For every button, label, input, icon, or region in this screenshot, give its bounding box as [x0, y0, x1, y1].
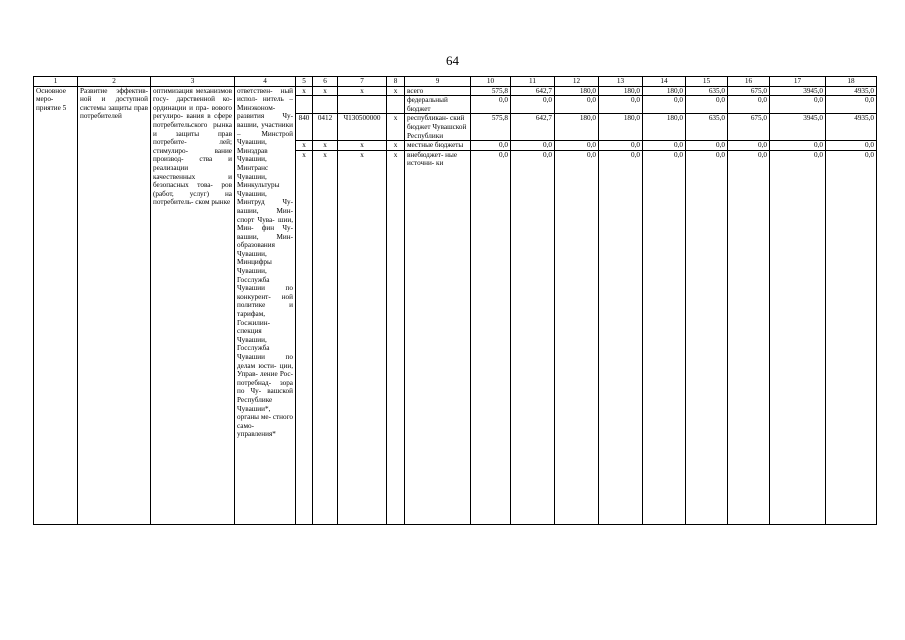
value-cell: 0,0: [471, 96, 511, 114]
value-cell: 180,0: [599, 86, 643, 96]
activity-number-cell: Основное меро- приятие 5: [34, 86, 78, 524]
grbs-cell: 840: [296, 114, 313, 141]
activity-goal-cell: оптимизация механизмов госу- дарственной ко- ординации и пра- вового регулиро- вания в сфере потребительского рынка и защиты прав потребите- лей; стимулиро- вание производ- ства и реализации качественных и безопасных това- ров (работ, услуг) на потребитель- ском рынке: [151, 86, 235, 524]
header-cell: 11: [511, 77, 555, 87]
executor-cell: ответствен- ный испол- нитель – Минэконом- развития Чу- вашии, участники – Минстрой Чувашии, Минздрав Чувашии, Минтранс Чувашии, Минкультуры Чувашии, Минтруд Чу- вашии, Мин- спорт Чува- шии, Мин- фин Чу- вашии, Мин- образования Чувашии, Минцифры Чувашии, Госслужба Чувашии по конкурент- ной политике и тарифам, Госжилин- спекция Чувашии, Госслужба Чувашии по делам юсти- ции, Управ- ление Рос- потребнад- зора по Чу- вашской Республике Чувашии*, органы ме- стного само- управления*: [235, 86, 296, 524]
target-article-cell: x: [338, 150, 387, 524]
page-number: 64: [446, 53, 459, 68]
program-table: [33, 76, 877, 525]
value-cell: 675,0: [728, 86, 770, 96]
section-cell: x: [313, 86, 338, 96]
section-cell: 0412: [313, 114, 338, 141]
section-cell: [313, 96, 338, 114]
funding-source-cell: местные бюджеты: [405, 141, 471, 151]
value-cell: 0,0: [555, 96, 599, 114]
value-cell: 4935,0: [826, 114, 877, 141]
header-row: [34, 77, 877, 87]
header-cell: 1: [34, 77, 78, 87]
funding-source-cell: внебюджет- ные источни- ки: [405, 150, 471, 524]
value-cell: 635,0: [686, 114, 728, 141]
value-cell: 0,0: [686, 141, 728, 151]
value-cell: 0,0: [643, 96, 686, 114]
header-cell: 14: [643, 77, 686, 87]
target-article-cell: x: [338, 141, 387, 151]
header-cell: 16: [728, 77, 770, 87]
value-cell: 0,0: [511, 141, 555, 151]
target-article-cell: [338, 96, 387, 114]
value-cell: 0,0: [728, 150, 770, 524]
value-cell: 675,0: [728, 114, 770, 141]
value-cell: 0,0: [599, 96, 643, 114]
value-cell: 0,0: [599, 150, 643, 524]
expense-group-cell: x: [387, 141, 405, 151]
header-cell: 17: [770, 77, 826, 87]
value-cell: 180,0: [599, 114, 643, 141]
grbs-cell: [296, 96, 313, 114]
expense-group-cell: [387, 96, 405, 114]
value-cell: 0,0: [643, 150, 686, 524]
value-cell: 4935,0: [826, 86, 877, 96]
funding-source-cell: всего: [405, 86, 471, 96]
header-cell: 9: [405, 77, 471, 87]
header-cell: 2: [78, 77, 151, 87]
value-cell: 180,0: [555, 86, 599, 96]
header-cell: 18: [826, 77, 877, 87]
header-cell: 3: [151, 77, 235, 87]
target-article-cell: Ч130500000: [338, 114, 387, 141]
table-row: [34, 86, 877, 96]
section-cell: x: [313, 150, 338, 524]
header-cell: 15: [686, 77, 728, 87]
value-cell: 0,0: [555, 141, 599, 151]
header-cell: 7: [338, 77, 387, 87]
value-cell: 0,0: [770, 96, 826, 114]
value-cell: 0,0: [770, 141, 826, 151]
value-cell: 635,0: [686, 86, 728, 96]
value-cell: 575,8: [471, 114, 511, 141]
expense-group-cell: x: [387, 150, 405, 524]
value-cell: 0,0: [728, 96, 770, 114]
value-cell: 0,0: [826, 141, 877, 151]
value-cell: 642,7: [511, 114, 555, 141]
value-cell: 0,0: [826, 96, 877, 114]
value-cell: 0,0: [555, 150, 599, 524]
value-cell: 0,0: [599, 141, 643, 151]
grbs-cell: x: [296, 141, 313, 151]
header-cell: 13: [599, 77, 643, 87]
header-cell: 12: [555, 77, 599, 87]
value-cell: 575,8: [471, 86, 511, 96]
value-cell: 0,0: [643, 141, 686, 151]
value-cell: 0,0: [826, 150, 877, 524]
grbs-cell: x: [296, 150, 313, 524]
expense-group-cell: x: [387, 114, 405, 141]
funding-source-cell: федеральный бюджет: [405, 96, 471, 114]
value-cell: 180,0: [643, 86, 686, 96]
value-cell: 3945,0: [770, 114, 826, 141]
value-cell: 0,0: [511, 96, 555, 114]
grbs-cell: x: [296, 86, 313, 96]
value-cell: 0,0: [770, 150, 826, 524]
value-cell: 0,0: [728, 141, 770, 151]
value-cell: 642,7: [511, 86, 555, 96]
value-cell: 0,0: [686, 150, 728, 524]
header-cell: 6: [313, 77, 338, 87]
funding-source-cell: республикан- ский бюджет Чувашской Республики: [405, 114, 471, 141]
section-cell: x: [313, 141, 338, 151]
header-cell: 5: [296, 77, 313, 87]
header-cell: 4: [235, 77, 296, 87]
value-cell: 0,0: [471, 150, 511, 524]
activity-name-cell: Развитие эффектив- ной и доступной системы защиты прав потребителей: [78, 86, 151, 524]
value-cell: 0,0: [511, 150, 555, 524]
header-cell: 8: [387, 77, 405, 87]
value-cell: 0,0: [471, 141, 511, 151]
target-article-cell: x: [338, 86, 387, 96]
value-cell: 180,0: [643, 114, 686, 141]
expense-group-cell: x: [387, 86, 405, 96]
value-cell: 0,0: [686, 96, 728, 114]
header-cell: 10: [471, 77, 511, 87]
value-cell: 180,0: [555, 114, 599, 141]
value-cell: 3945,0: [770, 86, 826, 96]
